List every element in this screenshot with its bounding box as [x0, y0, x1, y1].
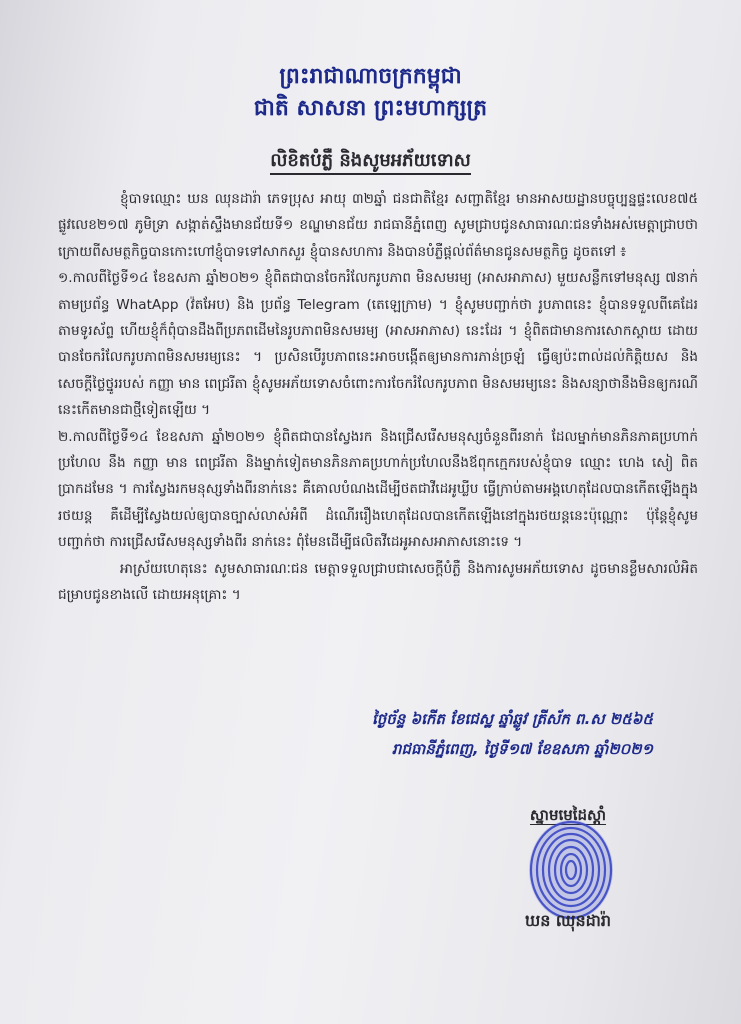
signer-name: ឃន ឈុនដារ៉ា: [524, 911, 612, 930]
point-1-paragraph: ១.កាលពីថ្ងៃទី១៤ ខែឧសភា ឆ្នាំ២០២១ ខ្ញុំពិតជាបានចែករំលែករូបភាព មិនសមរម្យ (អាសអាភាស) មួយសន្លឹកទៅមនុស្ស ៧នាក់ តាមប្រព័ន្ធ WhatApp (វ៉តអែប) និង ប្រព័ន្ធ Telegram (តេឡេក្រាម) ។ ខ្ញុំសូមបញ្ជាក់ថា រូបភាពនេះ ខ្ញុំបានទទួលពីគេដែរ តាមទូរស័ព្ទ ហើយខ្ញុំក៏ពុំបានដឹងពីប្រភពដើមនៃរូបភាពមិនសមរម្យ (អាសអាភាស) នេះដែរ ។ ខ្ញុំពិតជាមានការសោកស្ដាយ ដោយបានចែករំលែករូបភាពមិនសមរម្យនេះ ។ ប្រសិនបើរូបភាពនេះអាចបង្កើតឲ្យមានការភាន់ច្រឡំ ធ្វើឲ្យប៉ះពាល់ដល់កិត្តិយស និងសេចក្ដីថ្លៃថ្នូររបស់ កញ្ញា មាន ពេជ្ររីតា ខ្ញុំសូមអភ័យទោសចំពោះការចែករំលែករូបភាព មិនសមរម្យនេះ និងសន្យាថានឹងមិនឲ្យករណីនេះកើតមានជាថ្មីទៀតឡើយ ។: [58, 270, 698, 419]
document-title-text: លិខិតបំភ្លឺ និងសូមអភ័យទោស: [270, 150, 471, 175]
intro-paragraph: ខ្ញុំបាទឈ្មោះ ឃន ឈុនដារ៉ា ភេទប្រុស អាយុ ៣២ឆ្នាំ ជនជាតិខ្មែរ សញ្ជាតិខ្មែរ មានអាសយដ្ឋានបច្ចុប្បន្នផ្ទះលេខ៧៥ ផ្លូវលេខ២១៧ ភូមិទ្រា សង្កាត់ស្ទឹងមានជ័យទី១ ខណ្ឌមានជ័យ រាជធានីភ្នំពេញ សូមជ្រាបជូនសាធារណៈជនទាំងអស់មេត្តាជ្រាបថា ក្រោយពីសមត្ថកិច្ចបានកោះហៅខ្ញុំបាទទៅសាកសួរ ខ្ញុំបានសហការ និងបានបំភ្លឺផ្ដល់ព័ត៌មានជូនសមត្ថកិច្ច ដូចតទៅ ៖: [58, 191, 698, 260]
document-body: [58, 186, 698, 609]
kingdom-heading: ព្រះរាជាណាចក្រកម្ពុជា: [279, 64, 462, 89]
thumbprint-icon: [516, 812, 626, 922]
thumbprint-label-text: ស្នាមមេដៃស្ដាំ: [529, 806, 607, 824]
motto-heading: ជាតិ សាសនា ព្រះមហាក្សត្រ: [253, 96, 488, 121]
point-2-paragraph: ២.កាលពីថ្ងៃទី១៤ ខែឧសភា ឆ្នាំ២០២១ ខ្ញុំពិតជាបានស្វែងរក និងជ្រើសរើសមនុស្សចំនួនពីរនាក់ ដែលម្នាក់មានភិនភាគប្រហាក់ប្រហែល នឹង កញ្ញា មាន ពេជ្ររីតា និងម្នាក់ទៀតមានភិនភាគប្រហាក់ប្រហែលនឹងឪពុកក្មេករបស់ខ្ញុំបាទ ឈ្មោះ ហេង សៀ ពិតប្រាកដមែន ។ ការស្វែងរកមនុស្សទាំងពីរនាក់នេះ គឺគោលបំណងដើម្បីថតជាវីដេអូឃ្លីប ធ្វើក្រាប់តាមអង្គហេតុដែលបានកើតឡើងក្នុងរថយន្ត គឺដើម្បីស្វែងយល់ឲ្យបានច្បាស់លាស់អំពី ដំណើររឿងហេតុដែលបានកើតឡើងនៅក្នុងរថយន្តនេះប៉ុណ្ណោះ ប៉ុន្តែខ្ញុំសូមបញ្ជាក់ថា ការជ្រើសរើសមនុស្សទាំងពីរ នាក់នេះ ពុំមែនដើម្បីផលិតវីដេអូអាសអាភាសនោះទេ ។: [58, 428, 698, 551]
conclusion-paragraph: អាស្រ័យហេតុនេះ សូមសាធារណៈជន មេត្តាទទួលជ្រាបជាសេចក្ដីបំភ្លឺ និងការសូមអភ័យទោស ដូចមានខ្លឹមសារលំអិតជម្រាបជូនខាងលើ ដោយអនុគ្រោះ ។: [58, 560, 698, 604]
place-date-line: រាជធានីភ្នំពេញ, ថ្ងៃទី១៧ ខែឧសភា ឆ្នាំ២០២១: [391, 740, 653, 758]
lunar-date-line: ថ្ងៃច័ន្ទ ៦កើត ខែជេស្ឋ ឆ្នាំឆ្លូវ ត្រីស័ក ព.ស ២៥៦៥: [371, 710, 653, 728]
document-title: [0, 148, 741, 175]
